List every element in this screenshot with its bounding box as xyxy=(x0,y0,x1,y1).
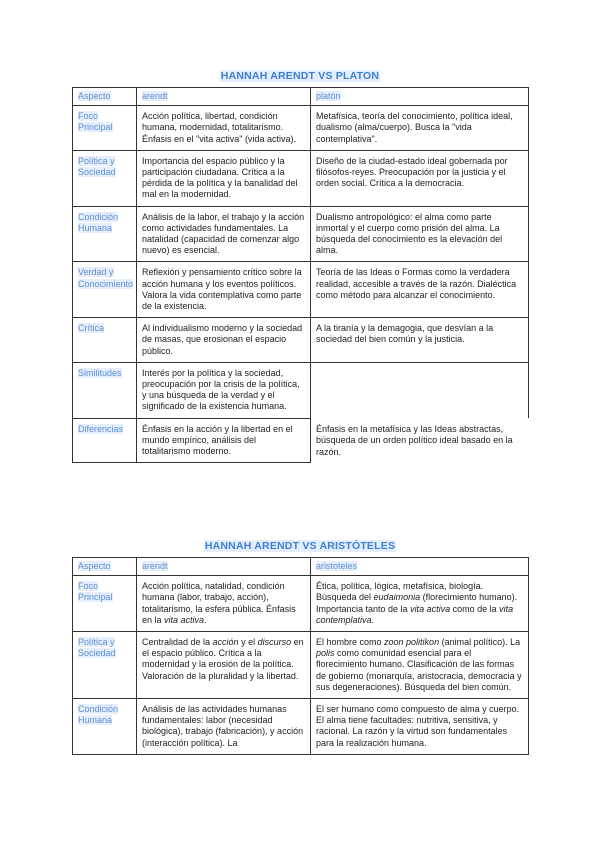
arendt-cell: Análisis de la labor, el trabajo y la acción como actividades fundamentales. La natalidad (capacidad de comenzar algo nuevo) es esencial. xyxy=(137,206,311,262)
row-label: Condición Humana xyxy=(73,699,137,755)
section-title-text: HANNAH ARENDT VS ARISTÓTELES xyxy=(204,540,396,552)
aristoteles-cell: Ética, política, lógica, metafísica, biología. Búsqueda del eudaimonia (florecimiento humano). Importancia tanto de la vita activa como de la vita contemplativa. xyxy=(311,576,529,632)
comparison-table xyxy=(72,87,529,463)
table-header-row xyxy=(73,88,529,106)
section-title-text: HANNAH ARENDT VS PLATON xyxy=(220,70,380,82)
platon-cell: Dualismo antropológico: el alma como parte inmortal y el cuerpo como prisión del alma. La búsqueda del conocimiento es la elevación del alma. xyxy=(311,206,529,262)
arendt-cell: Énfasis en la acción y la libertad en el mundo empírico, análisis del totalitarismo moderno. xyxy=(137,418,311,463)
table-row xyxy=(73,632,529,699)
table-row xyxy=(73,699,529,755)
row-label: Política y Sociedad xyxy=(73,632,137,699)
arendt-cell: Al individualismo moderno y la sociedad de masas, que erosionan el espacio público. xyxy=(137,318,311,363)
row-label: Foco Principal xyxy=(73,106,137,151)
table-row xyxy=(73,262,529,318)
arendt-cell: Análisis de las actividades humanas fundamentales: labor (necesidad biológica), trabajo (fabricación), y acción (interacción política). La xyxy=(137,699,311,755)
aristoteles-cell: El ser humano como compuesto de alma y cuerpo. El alma tiene facultades: nutritiva, sensitiva, y racional. La razón y la virtud son fundamentales para la realización humana. xyxy=(311,699,529,755)
section-title xyxy=(72,70,528,82)
row-label: Condición Humana xyxy=(73,206,137,262)
row-label: Foco Principal xyxy=(73,576,137,632)
table-row xyxy=(73,106,529,151)
header-arendt: arendt xyxy=(137,558,311,576)
platon-cell: Teoría de las Ideas o Formas como la verdadera realidad, accesible a través de la razón. Dialéctica como método para alcanzar el conocimiento. xyxy=(311,262,529,318)
table-row xyxy=(73,418,529,463)
header-aspecto: Aspecto xyxy=(73,558,137,576)
table-row xyxy=(73,318,529,363)
aristoteles-cell: El hombre como zoon politikon (animal político). La polis como comunidad esencial para el florecimiento humano. Clasificación de las formas de gobierno (monarquía, aristocracia, democracia y sus degeneraciones). Búsqueda del bien común. xyxy=(311,632,529,699)
arendt-cell: Importancia del espacio público y la participación ciudadana. Crítica a la pérdida de la política y la banalidad del mal en la modernidad. xyxy=(137,150,311,206)
arendt-cell: Reflexión y pensamiento crítico sobre la acción humana y los eventos políticos. Valora la vida contemplativa como parte de la existencia. xyxy=(137,262,311,318)
row-label: Crítica xyxy=(73,318,137,363)
arendt-cell: Interés por la política y la sociedad, preocupación por la crisis de la política, y una búsqueda de la verdad y el significado de la existencia humana. xyxy=(137,362,311,418)
header-platon: platón xyxy=(311,88,529,106)
header-aspecto: Aspecto xyxy=(73,88,137,106)
table-row xyxy=(73,150,529,206)
arendt-cell: Acción política, natalidad, condición humana (labor, trabajo, acción), totalitarismo, la esfera pública. Énfasis en la vita activa. xyxy=(137,576,311,632)
table-row xyxy=(73,206,529,262)
platon-cell-empty xyxy=(311,362,529,418)
row-label: Verdad y Conocimiento xyxy=(73,262,137,318)
header-aristoteles: aristoteles xyxy=(311,558,529,576)
platon-cell: Metafísica, teoría del conocimiento, política ideal, dualismo (alma/cuerpo). Busca la "vida contemplativa". xyxy=(311,106,529,151)
row-label: Similitudes xyxy=(73,362,137,418)
platon-cell: Énfasis en la metafísica y las Ideas abstractas, búsqueda de un orden político ideal basado en la razón. xyxy=(316,424,513,457)
arendt-cell: Centralidad de la acción y el discurso en el espacio público. Crítica a la modernidad y la erosión de la política. Valoración de la pluralidad y la libertad. xyxy=(137,632,311,699)
table-header-row xyxy=(73,558,529,576)
table-row xyxy=(73,362,529,418)
arendt-cell: Acción política, libertad, condición humana, modernidad, totalitarismo. Énfasis en el "vita activa" (vida activa). xyxy=(137,106,311,151)
section-title xyxy=(72,540,528,552)
section-arendt-aristoteles xyxy=(72,540,528,755)
section-arendt-platon xyxy=(72,70,528,463)
header-arendt: arendt xyxy=(137,88,311,106)
comparison-table xyxy=(72,557,529,755)
platon-cell: A la tiranía y la demagogia, que desvían a la sociedad del bien común y la justicia. xyxy=(311,318,529,363)
table-row xyxy=(73,576,529,632)
row-label: Diferencias xyxy=(73,418,137,463)
platon-cell: Diseño de la ciudad-estado ideal gobernada por filósofos-reyes. Preocupación por la justicia y el orden social. Crítica a la democracia. xyxy=(311,150,529,206)
row-label: Política y Sociedad xyxy=(73,150,137,206)
